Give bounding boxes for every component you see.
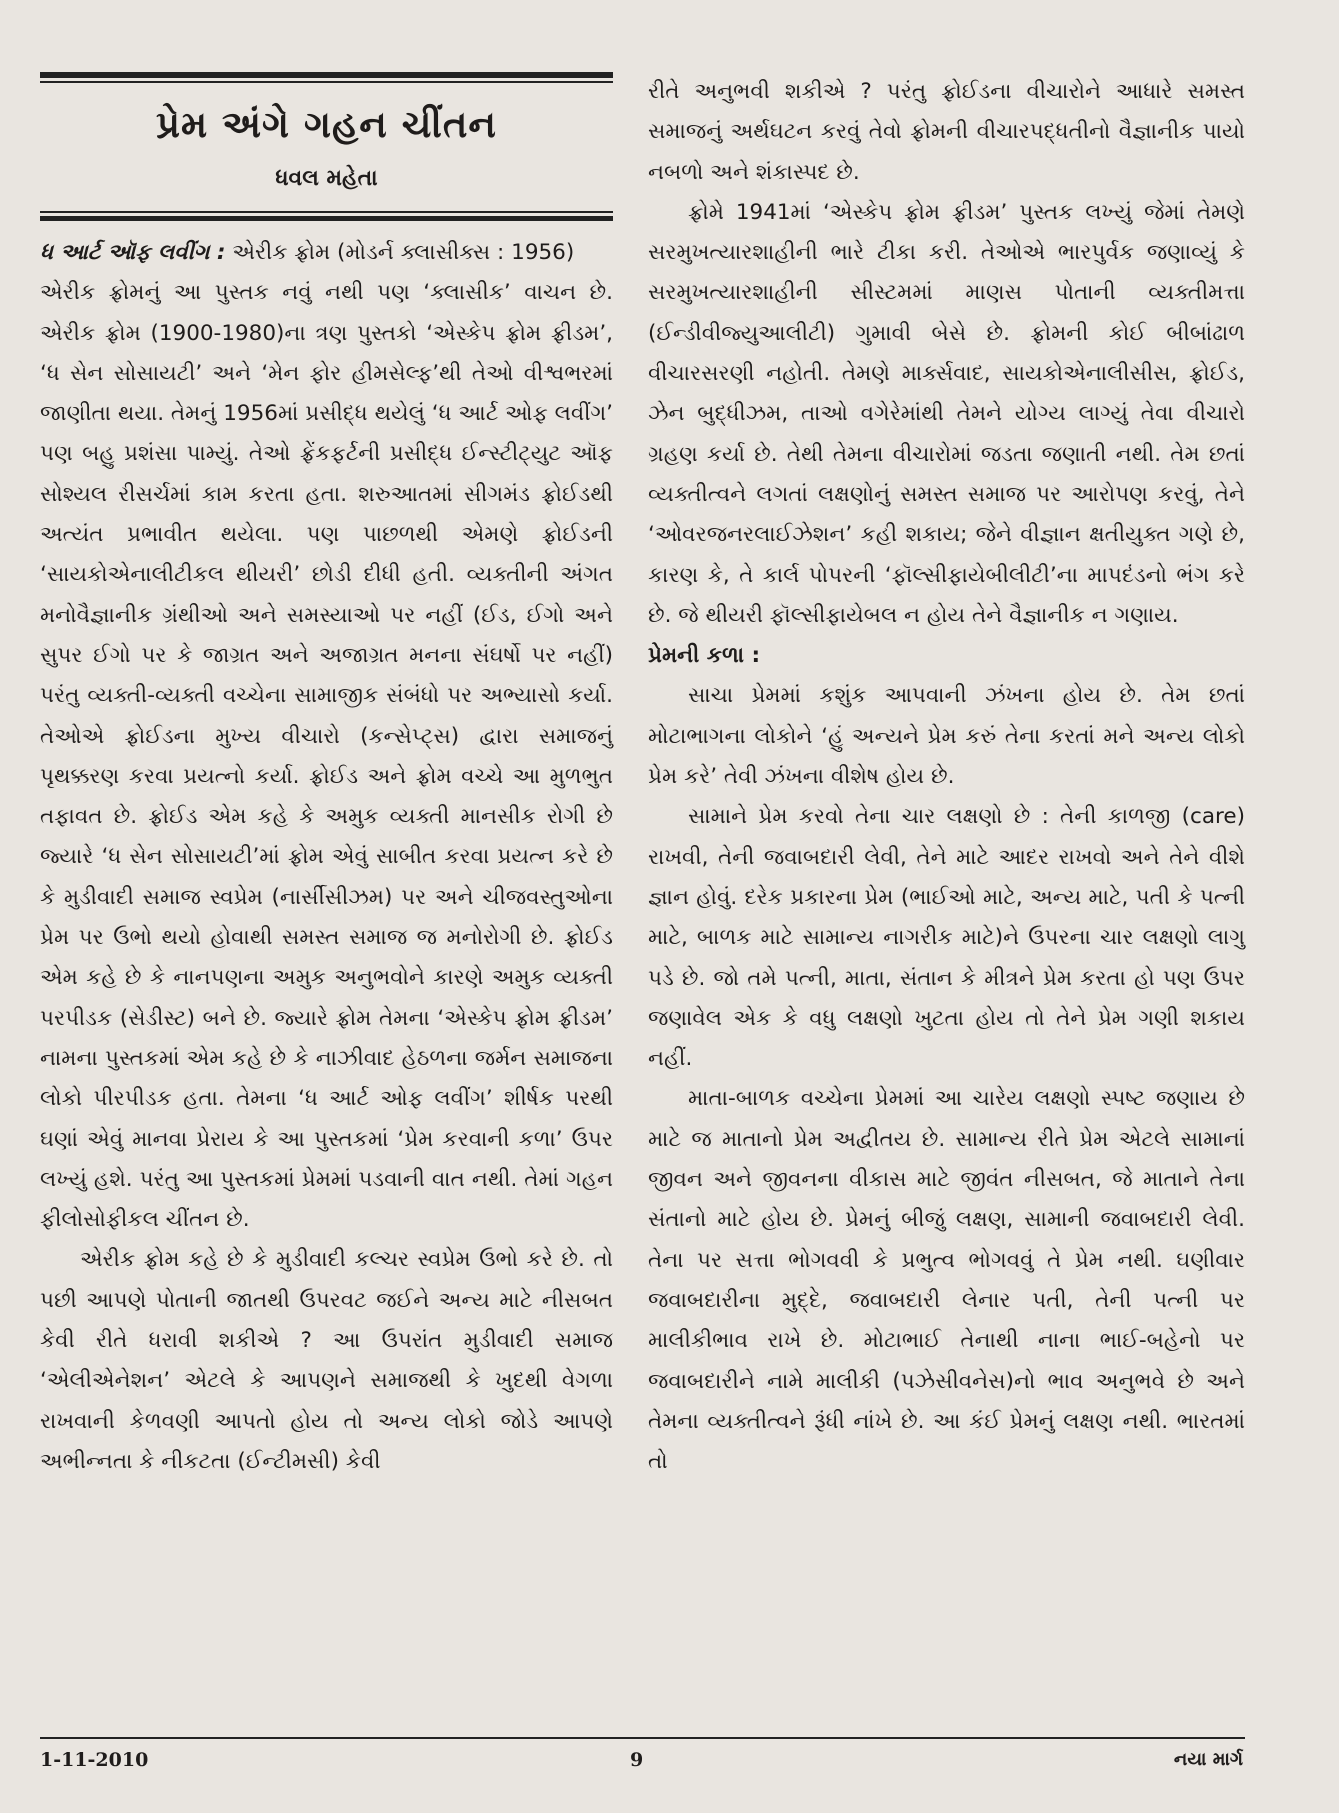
header-top-rule-thin xyxy=(40,81,613,83)
body-paragraph: એરીક ફ્રોમનું આ પુસ્તક નવું નથી પણ ‘ક્લાસીક’ વાચન છે. એરીક ફ્રોમ (1900-1980)ના ત્રણ પુસ્તકો ‘એસ્કેપ ફ્રોમ ફ્રીડમ’, ‘ધ સેન સોસાયટી’ અને ‘મેન ફોર હીમસેલ્ફ’થી તેઓ વીશ્વભરમાં જાણીતા થયા. તેમનું 1956માં પ્રસીદ્ધ થયેલું ‘ધ આર્ટ ઓફ લવીંગ’ પણ બહુ પ્રશંસા પામ્યું. તેઓ ફ્રેંકફર્ટની પ્રસીદ્ધ ઈન્સ્ટીટ્યુટ ઑફ સોશ્યલ રીસર્ચમાં કામ કરતા હતા. શરુઆતમાં સીગમંડ ફ્રોઈડથી અત્યંત પ્રભાવીત થયેલા. પણ પાછળથી એમણે ફ્રોઈડની ‘સાયકોએનાલીટીકલ થીયરી’ છોડી દીધી હતી. વ્યક્તીની અંગત મનોવૈજ્ઞાનીક ગ્રંથીઓ અને સમસ્યાઓ પર નહીં (ઈડ, ઈગો અને સુપર ઈગો પર કે જાગ્રત અને અજાગ્રત મનના સંઘર્ષો પર નહીં) પરંતુ વ્યક્તી-વ્યક્તી વચ્ચેના સામાજીક સંબંધો પર અભ્યાસો કર્યા. તેઓએ ફ્રોઈડના મુખ્ય વીચારો (કન્સેપ્ટ્સ) દ્વારા સમાજનું પૃથક્કરણ કરવા પ્રયત્નો કર્યા. ફ્રોઈડ અને ફ્રોમ વચ્ચે આ મુળભુત તફાવત છે. ફ્રોઈડ એમ કહે કે અમુક વ્યક્તી માનસીક રોગી છે જ્યારે ‘ધ સેન સોસાયટી’માં ફ્રોમ એવું સાબીત કરવા પ્રયત્ન કરે છે કે મુડીવાદી સમાજ સ્વપ્રેમ (નાર્સીસીઝમ) પર અને ચીજવસ્તુઓના પ્રેમ પર ઉભો થયો હોવાથી સમસ્ત સમાજ જ મનોરોગી છે. ફ્રોઈડ એમ કહે છે કે નાનપણના અમુક અનુભવોને કારણે અમુક વ્યક્તી પરપીડક (સેડીસ્ટ) બને છે. જ્યારે ફ્રોમ તેમના ‘એસ્કેપ ફ્રોમ ફ્રીડમ’ નામના પુસ્તકમાં એમ કહે છે કે નાઝીવાદ હેઠળના જર્મન સમાજના લોકો પીરપીડક હતા. તેમના ‘ધ આર્ટ ઓફ લવીંગ’ શીર્ષક પરથી ઘણાં એવું માનવા પ્રેરાય કે આ પુસ્તકમાં ‘પ્રેમ કરવાની કળા’ ઉપર લખ્યું હશે. પરંતુ આ પુસ્તકમાં પ્રેમમાં પડવાની વાત નથી. તેમાં ગહન ફીલોસોફીકલ ચીંતન છે. xyxy=(40,280,613,1233)
book-reference-details: એરીક ફ્રોમ (મોડર્ન ક્લાસીક્સ : 1956) xyxy=(225,240,575,265)
header-bottom-rule xyxy=(40,216,613,221)
book-reference xyxy=(40,233,613,273)
body-paragraph: ફ્રોમે 1941માં ‘એસ્કેપ ફ્રોમ ફ્રીડમ’ પુસ્તક લખ્યું જેમાં તેમણે સરમુખત્યારશાહીની ભારે ટીકા કરી. તેઓએ ભારપુર્વક જણાવ્યું કે સરમુખત્યારશાહીની સીસ્ટમમાં માણસ પોતાની વ્યક્તીમત્તા (ઈન્ડીવીજ્યુઆલીટી) ગુમાવી બેસે છે. ફ્રોમની કોઈ બીબાંઢાળ વીચારસરણી નહોતી. તેમણે માર્ક્સવાદ, સાયકોએનાલીસીસ, ફ્રોઈડ, ઝેન બુદ્ધીઝમ, તાઓ વગેરેમાંથી તેમને યોગ્ય લાગ્યું તેવા વીચારો ગ્રહણ કર્યા છે. તેથી તેમના વીચારોમાં જડતા જણાતી નથી. તેમ છતાં વ્યક્તીત્વને લગતાં લક્ષણોનું સમસ્ત સમાજ પર આરોપણ કરવું, તેને ‘ઓવરજનરલાઈઝેશન’ કહી શકાય; જેને વીજ્ઞાન ક્ષતીયુક્ત ગણે છે, કારણ કે, તે કાર્લ પોપરની ‘ફૉલ્સીફાયેબીલીટી’ના માપદંડનો ભંગ કરે છે. જે થીયરી ફૉલ્સીફાયેબલ ન હોય તેને વૈજ્ઞાનીક ન ગણાય. xyxy=(648,199,1245,628)
footer-date: 1-11-2010 xyxy=(40,1749,149,1771)
header-bottom-rule-thin xyxy=(40,211,613,213)
body-paragraph: સામાને પ્રેમ કરવો તેના ચાર લક્ષણો છે : તેની કાળજી (care) રાખવી, તેની જવાબદારી લેવી, તેને માટે આદર રાખવો અને તેને વીશે જ્ઞાન હોવું. દરેક પ્રકારના પ્રેમ (ભાઈઓ માટે, અન્ય માટે, પતી કે પત્ની માટે, બાળક માટે સામાન્ય નાગરીક માટે)ને ઉપરના ચાર લક્ષણો લાગુ પડે છે. જો તમે પત્ની, માતા, સંતાન કે મીત્રને પ્રેમ કરતા હો પણ ઉપર જણાવેલ એક કે વધુ લક્ષણો ખુટતા હોય તો તેને પ્રેમ ગણી શકાય નહીં. xyxy=(648,804,1245,1072)
left-column xyxy=(40,72,613,1482)
section-heading: પ્રેમની કળા : xyxy=(648,643,761,669)
body-paragraph: સાચા પ્રેમમાં કશુંક આપવાની ઝંખના હોય છે. તેમ છતાં મોટાભાગના લોકોને ‘હું અન્યને પ્રેમ કરું તેના કરતાં મને અન્ય લોકો પ્રેમ કરે’ તેવી ઝંખના વીશેષ હોય છે. xyxy=(648,683,1245,790)
body-paragraph: એરીક ફ્રોમ કહે છે કે મુડીવાદી કલ્ચર સ્વપ્રેમ ઉભો કરે છે. તો પછી આપણે પોતાની જાતથી ઉપરવટ જઈને અન્ય માટે નીસબત કેવી રીતે ધરાવી શકીએ ? આ ઉપરાંત મુડીવાદી સમાજ ‘એલીએનેશન’ એટલે કે આપણને સમાજથી કે ખુદથી વેગળા રાખવાની કેળવણી આપતો હોય તો અન્ય લોકો જોડે આપણે અભીન્નતા કે નીકટતા (ઈન્ટીમસી) કેવી xyxy=(40,1247,613,1474)
book-reference-label: ધ આર્ટ ઑફ લવીંગ : xyxy=(40,240,226,265)
body-paragraph: રીતે અનુભવી શકીએ ? પરંતુ ફ્રોઈડના વીચારોને આધારે સમસ્ત સમાજનું અર્થઘટન કરવું તેવો ફ્રોમની વીચારપદ્ધતીનો વૈજ્ઞાનીક પાયો નબળો અને શંકાસ્પદ છે. xyxy=(648,79,1245,185)
body-paragraph: માતા-બાળક વચ્ચેના પ્રેમમાં આ ચારેય લક્ષણો સ્પષ્ટ જણાય છે માટે જ માતાનો પ્રેમ અદ્વીતય છે. સામાન્ય રીતે પ્રેમ એટલે સામાનાં જીવન અને જીવનના વીકાસ માટે જીવંત નીસબત, જે માતાને તેના સંતાનો માટે હોય છે. પ્રેમનું બીજું લક્ષણ, સામાની જવાબદારી લેવી. તેના પર સત્તા ભોગવવી કે પ્રભુત્વ ભોગવવું તે પ્રેમ નથી. ઘણીવાર જવાબદારીના મુદ્દે, જવાબદારી લેનાર પતી, તેની પત્ની પર માલીકીભાવ રાખે છે. મોટાભાઈ તેનાથી નાના ભાઈ-બહેનો પર જવાબદારીને નામે માલીકી (પઝેસીવનેસ)નો ભાવ અનુભવે છે અને તેમના વ્યક્તીત્વને રૂંધી નાંખે છે. આ કંઈ પ્રેમનું લક્ષણ નથી. ભારતમાં તો xyxy=(648,1086,1245,1475)
page-number: 9 xyxy=(630,1749,644,1771)
right-column xyxy=(648,72,1245,1482)
article-title: પ્રેમ અંગે ગહન ચીંતન xyxy=(156,103,497,146)
footer-rule xyxy=(40,1737,1245,1739)
article-author: ધવલ મહેતા xyxy=(275,166,378,191)
header-top-rule xyxy=(40,72,613,78)
magazine-name: નયા માર્ગ xyxy=(1173,1749,1243,1770)
